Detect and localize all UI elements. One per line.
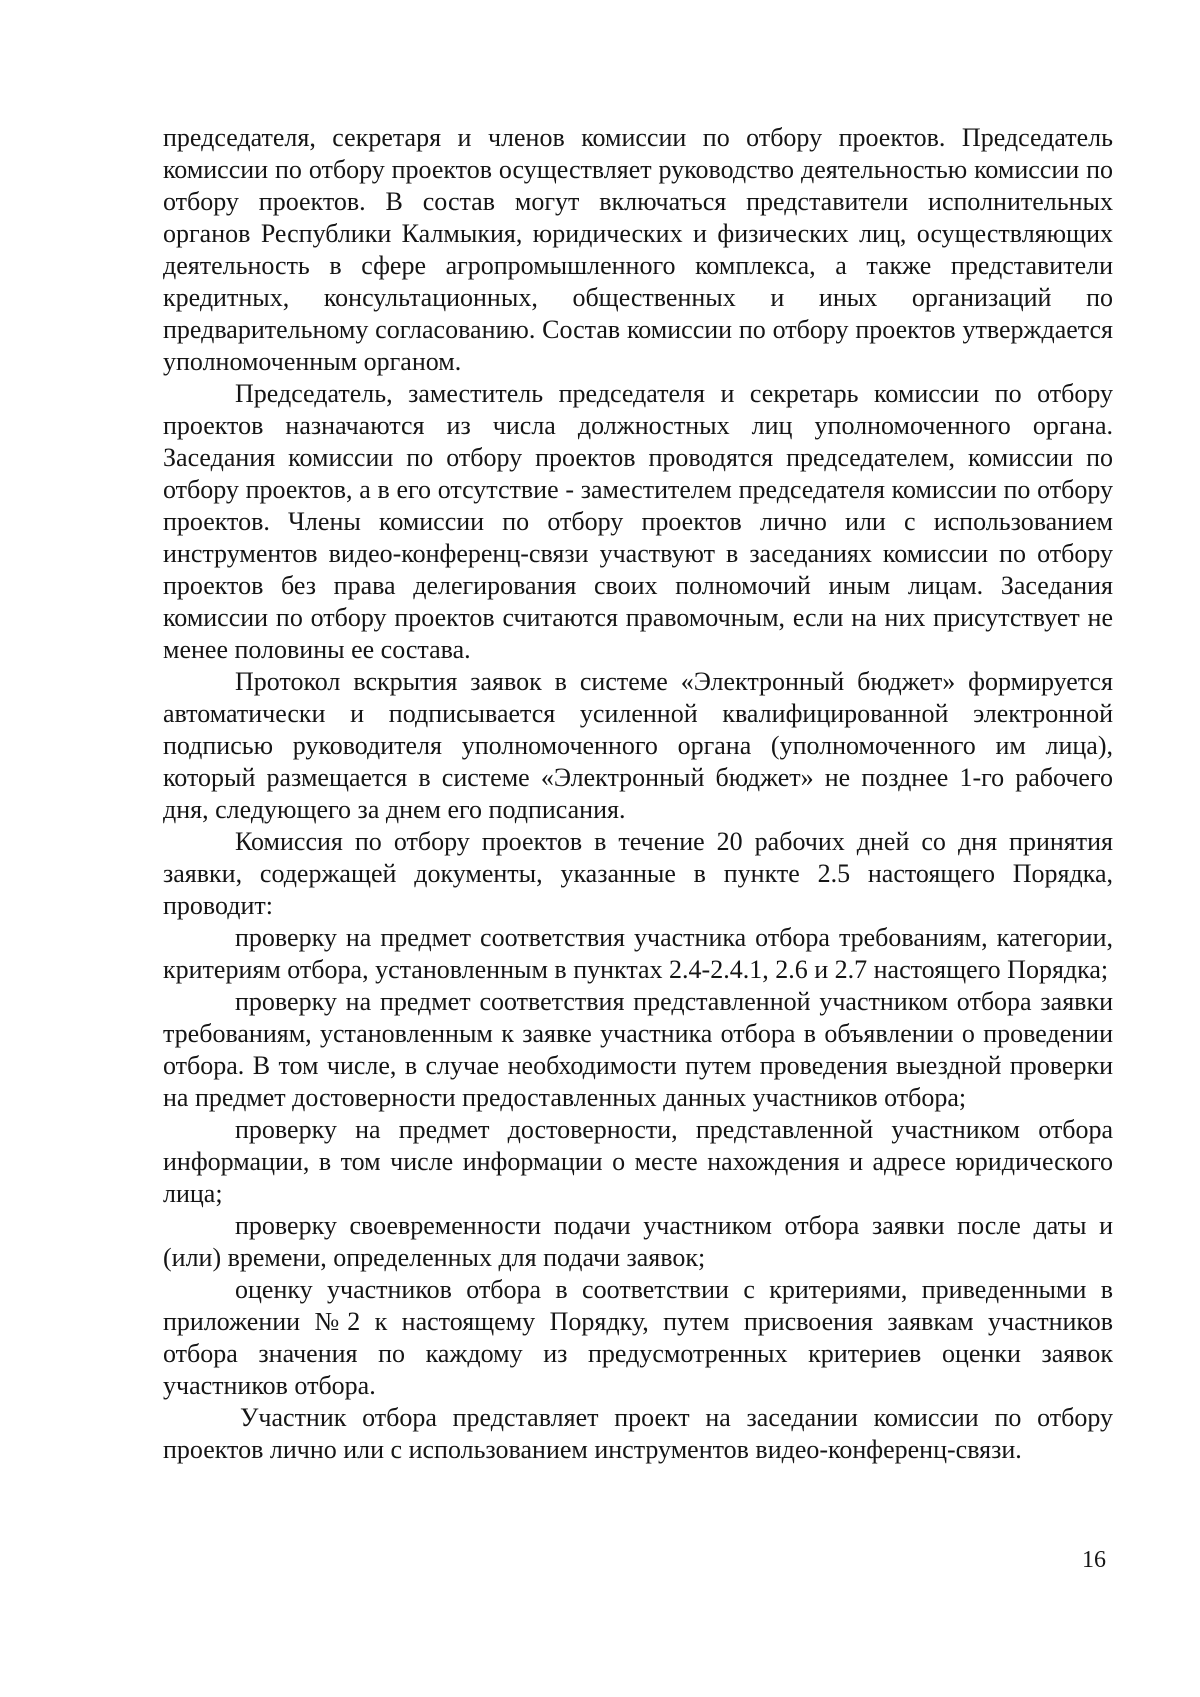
paragraph-commission-chair: Председатель, заместитель председателя и секретарь комиссии по отбору проектов назначаются из числа должностных лиц уполномоченного органа. Заседания комиссии по отбору проектов проводятся председателем, комиссии по отбору проектов, а в его отсутствие - заместителем председателя комиссии по отбору проектов. Члены комиссии по отбору проектов лично или с использованием инструментов видео-конференц-связи участвуют в заседаниях комиссии по отбору проектов без права делегирования своих полномочий иным лицам. Заседания комиссии по отбору проектов считаются правомочным, если на них присутствует не менее половины ее состава. [163,379,1113,664]
document-body [163,122,1113,1466]
list-item-timeliness-check: проверку своевременности подачи участником отбора заявки после даты и (или) времени, определенных для подачи заявок; [163,1211,1113,1272]
list-item-participant-evaluation: оценку участников отбора в соответствии с критериями, приведенными в приложении №2 к настоящему Порядку, путем присвоения заявкам участников отбора значения по каждому из предусмотренных критериев оценки заявок участников отбора. [163,1275,1113,1400]
list-item-participant-check: проверку на предмет соответствия участника отбора требованиям, категории, критериям отбора, установленным в пунктах 2.4-2.4.1, 2.6 и 2.7 настоящего Порядка; [163,923,1113,984]
list-item-information-check: проверку на предмет достоверности, представленной участником отбора информации, в том числе информации о месте нахождения и адресе юридического лица; [163,1115,1113,1208]
paragraph-opening-protocol: Протокол вскрытия заявок в системе «Электронный бюджет» формируется автоматически и подписывается усиленной квалифицированной электронной подписью руководителя уполномоченного органа (уполномоченного им лица), который размещается в системе «Электронный бюджет» не позднее 1-го рабочего дня, следующего за днем его подписания. [163,667,1113,824]
paragraph-review-period: Комиссия по отбору проектов в течение 20 рабочих дней со дня принятия заявки, содержащей документы, указанные в пункте 2.5 настоящего Порядка, проводит: [163,827,1113,920]
paragraph-project-presentation: Участник отбора представляет проект на заседании комиссии по отбору проектов лично или с использованием инструментов видео-конференц-связи. [163,1403,1113,1464]
list-item-application-check: проверку на предмет соответствия представленной участником отбора заявки требованиям, установленным к заявке участника отбора в объявлении о проведении отбора. В том числе, в случае необходимости путем проведения выездной проверки на предмет достоверности предоставленных данных участников отбора; [163,987,1113,1112]
page-number: 16 [1082,1547,1106,1573]
paragraph-commission-composition: председателя, секретаря и членов комиссии по отбору проектов. Председатель комиссии по отбору проектов осуществляет руководство деятельностью комиссии по отбору проектов. В состав могут включаться представители исполнительных органов Республики Калмыкия, юридических и физических лиц, осуществляющих деятельность в сфере агропромышленного комплекса, а также представители кредитных, консультационных, общественных и иных организаций по предварительному согласованию. Состав комиссии по отбору проектов утверждается уполномоченным органом. [163,123,1113,376]
